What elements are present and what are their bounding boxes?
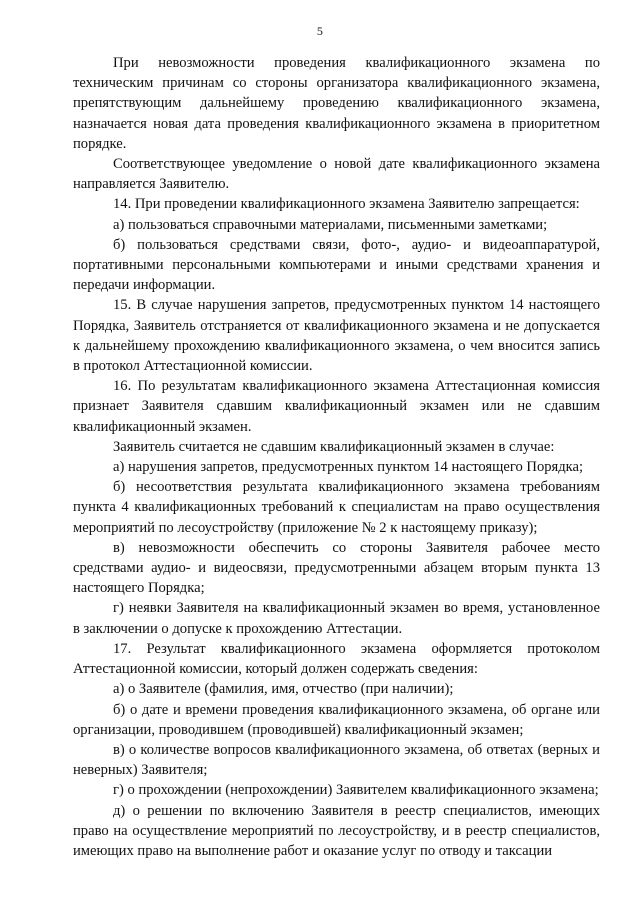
paragraph: Заявитель считается не сдавшим квалификационный экзамен в случае: (113, 438, 555, 455)
paragraph: 17. Результат квалификационного экзамена оформляется протоколом Аттестационной комиссии, который должен содержать сведения: (73, 640, 600, 678)
paragraph: При невозможности проведения квалификационного экзамена по техническим причинам со стороны организатора квалификационного экзамена, препятствующим дальнейшему проведению квалификационного экзамена, назначается новая дата проведения квалификационного экзамена в приоритетном порядке. (73, 55, 600, 152)
paragraph: 15. В случае нарушения запретов, предусмотренных пунктом 14 настоящего Порядка, Заявитель отстраняется от квалификационного экзамена и не допускается к дальнейшему прохождению квалификационного экзамена, о чем вносится запись в протокол Аттестационной комиссии. (73, 297, 600, 375)
paragraph: 16. По результатам квалификационного экзамена Аттестационная комиссия признает Заявителя сдавшим квалификационный экзамен или не сдавшим квалификационный экзамен. (73, 378, 600, 435)
paragraph: д) о решении по включению Заявителя в реестр специалистов, имеющих право на осуществление мероприятий по лесоустройству, и в реестр специалистов, имеющих право на выполнение работ и оказание услуг по отводу и таксации (73, 802, 600, 859)
paragraph: 14. При проведении квалификационного экзамена Заявителю запрещается: (113, 196, 580, 213)
paragraph: Соответствующее уведомление о новой дате квалификационного экзамена направляется Заявителю. (73, 156, 600, 193)
paragraph: б) о дате и времени проведения квалификационного экзамена, об органе или организации, проводившем (проводившей) квалификационный экзамен; (73, 701, 600, 738)
paragraph: г) о прохождении (непрохождении) Заявителем квалификационного экзамена; (113, 782, 599, 799)
paragraph: а) пользоваться справочными материалами, письменными заметками; (113, 216, 548, 233)
paragraph: а) нарушения запретов, предусмотренных пунктом 14 настоящего Порядка; (113, 459, 584, 476)
paragraph: б) пользоваться средствами связи, фото-, аудио- и видеоаппаратурой, портативными персональными компьютерами и иными средствами хранения и передачи информации. (73, 236, 600, 294)
paragraph: а) о Заявителе (фамилия, имя, отчество (при наличии); (113, 681, 454, 698)
paragraph: в) невозможности обеспечить со стороны Заявителя рабочее место средствами аудио- и видеосвязи, предусмотренными абзацем вторым пункта 13 настоящего Порядка; (73, 539, 600, 597)
document-body (73, 53, 600, 861)
paragraph: г) неявки Заявителя на квалификационный экзамен во время, установленное в заключении о допуске к прохождению Аттестации. (73, 600, 600, 637)
page-number: 5 (316, 24, 324, 38)
paragraph: б) несоответствия результата квалификационного экзамена требованиям пункта 4 квалификационных требований к специалистам на право осуществления мероприятий по лесоустройству (приложение № 2 к настоящему приказу); (73, 479, 600, 536)
paragraph: в) о количестве вопросов квалификационного экзамена, об ответах (верных и неверных) Заявителя; (73, 741, 600, 779)
